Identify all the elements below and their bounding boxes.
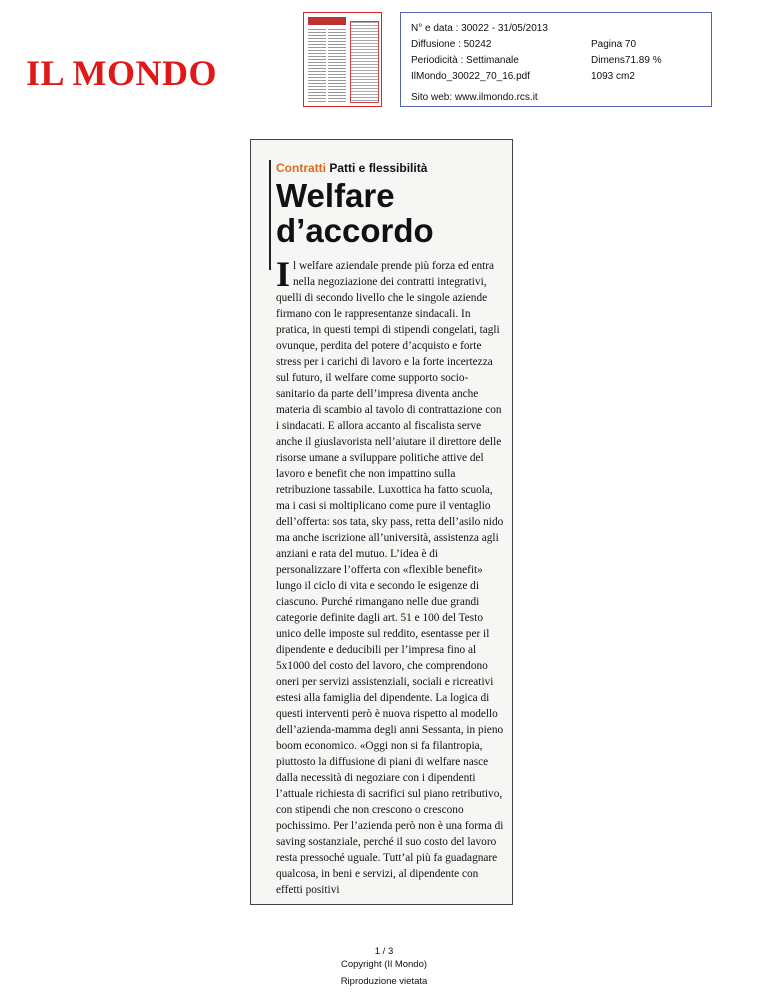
article-kicker: [276, 161, 427, 175]
accent-bar: [269, 160, 271, 270]
sito-web: Sito web: www.ilmondo.rcs.it: [411, 92, 538, 103]
article-text: l welfare aziendale prende più forza ed entra nella negoziazione dei contratti integrativi, quelli di secondo livello che le singole aziende firmano con le rappresentanze sindacali. In pratica, in questi tempi di stipendi congelati, tagli ovunque, perdita del potere d’acquisto e forte stress per i carichi di lavoro e la forte incertezza sul futuro, il welfare come supporto socio-sanitario da parte dell’impresa diventa anche materia di scambio al tavolo di contrattazione con i sindacati. E allora accanto al fiscalista serve anche il giuslavorista nell’aiutare il direttore delle risorse umane a sviluppare politiche attive del lavoro e benefit che non impattino sulla retribuzione tassabile. Luxottica ha fatto scuola, ma i casi si moltiplicano come pure il ventaglio dell’offerta: sos tata, sky pass, retta dell’asilo nido ma anche iscrizione all’università, assistenza agli anziani e rata del mutuo. L’idea è di personalizzare l’offerta con «flexible benefit» lungo il ciclo di vita e secondo le esigenze di ciascuno. Purché rimangano nelle due grandi categorie definite dagli art. 51 e 100 del Testo unico delle imposte sul reddito, esentasse per il dipendente e deducibili per l’impresa fino al 5x1000 del costo del lavoro, che comprendono oneri per servizi assistenziali, sociali e ricreativi estesi alla famiglia del dipendente. La logica di questi interventi però è nuova rispetto al modello dell’azienda-mamma degli anni Sessanta, in pieno boom economico. «Oggi non si fa filantropia, piuttosto la diffusione di piani di welfare nasce dalla necessità di negoziare con i dipendenti l’attuale richiesta di sacrifici sul piano retributivo, con stipendi che non crescono o crescono pochissimo. Per l’azienda però non è una forma di saving sostanziale, perché il suo costo del lavoro resta pressoché uguale. Tutt’al più fa guadagnare qualcosa, in beni e servizi, al dipendente con effetti positivi: [276, 260, 504, 896]
thumbnail-header: [308, 17, 346, 25]
il-mondo-logo: IL MONDO: [26, 53, 218, 93]
copyright: Copyright (Il Mondo): [340, 959, 428, 970]
area: 1093 cm2: [591, 71, 635, 82]
page-number: 1 / 3: [374, 946, 394, 957]
article-body: [276, 254, 506, 898]
dimensioni: Dimens71.89 %: [591, 55, 662, 66]
article-clipping: [250, 139, 513, 905]
page-thumbnail: [303, 12, 382, 107]
thumbnail-column: [308, 29, 326, 103]
thumbnail-article-highlight: [350, 21, 379, 103]
title-line-2: d’accordo: [276, 212, 434, 249]
kicker-section: Contratti: [276, 161, 326, 175]
pagina: Pagina 70: [591, 39, 637, 50]
thumbnail-column: [328, 29, 346, 103]
press-info-box: [400, 12, 712, 107]
file-name: IlMondo_30022_70_16.pdf: [411, 71, 530, 82]
article-title: [276, 178, 434, 248]
numero-data: N° e data : 30022 - 31/05/2013: [411, 23, 548, 34]
diffusione: Diffusione : 50242: [411, 39, 492, 50]
periodicita: Periodicità : Settimanale: [411, 55, 519, 66]
kicker-topic: Patti e flessibilità: [329, 161, 428, 175]
title-line-1: Welfare: [276, 177, 395, 214]
riproduzione-vietata: Riproduzione vietata: [340, 976, 428, 987]
drop-cap: I: [276, 254, 291, 294]
